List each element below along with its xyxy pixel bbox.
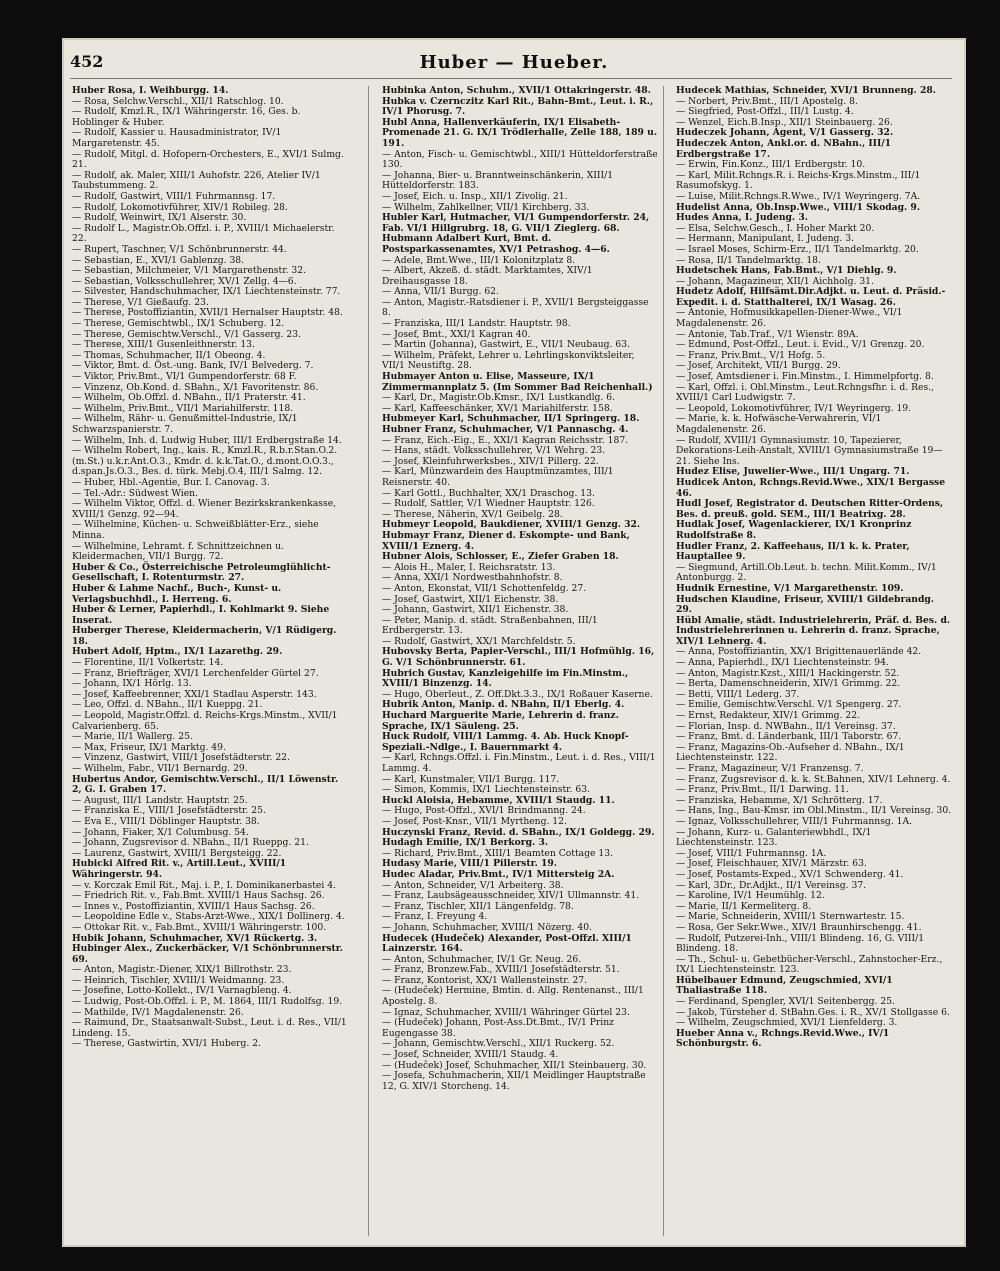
- column-3: [676, 86, 952, 1234]
- directory-entry: — Th., Schul- u. Gebetbücher-Verschl., Zahnstocher-Erz., IX/1 Liechtensteinstr. 123.: [676, 953, 943, 976]
- directory-entry: Hubertus Andor, Gemischtw.Verschl., II/1 Löwenstr. 2, G. I. Graben 17.: [72, 773, 339, 796]
- directory-entry: — (Hudeček) Josef, Schuhmacher, XII/1 Steinbauerg. 30.: [382, 1059, 647, 1071]
- directory-entry: Huckl Aloisia, Hebamme, XVIII/1 Staudg. 11.: [382, 794, 615, 806]
- directory-entry: — Karl, 3Dr., Dr.Adjkt., II/1 Vereinsg. 37.: [676, 879, 867, 891]
- directory-entry: — Karl, Kaffeeschänker, XV/1 Mariahilferstr. 158.: [382, 402, 613, 414]
- directory-entry: — (Hudeček) Hermine, Bmtin. d. Allg. Rentenanst., III/1 Apostelg. 8.: [382, 985, 644, 1008]
- directory-entry: — Therese, Gemischtwbl., IX/1 Schuberg. 12.: [72, 318, 285, 330]
- directory-entry: Hudnik Ernestine, V/1 Margarethenstr. 109.: [676, 582, 904, 594]
- directory-entry: — Wilhelm, Ob.Offzl. d. NBahn., II/1 Praterstr. 41.: [72, 392, 306, 404]
- directory-entry: — Berta, Damenschneiderin, XIV/1 Grimmg. 22.: [676, 678, 901, 690]
- directory-entry: — Karl, Dr., Magistr.Ob.Kmsr., IX/1 Lustkandlg. 6.: [382, 392, 616, 404]
- directory-entry: Hudecek Mathias, Schneider, XVI/1 Brunneng. 28.: [676, 86, 936, 96]
- directory-entry: — Innes v., Postoffiziantin, XVIII/1 Haus Sachsg. 26.: [72, 900, 315, 912]
- directory-entry: — Wenzel, Eich.B.Insp., XII/1 Steinbauerg. 26.: [676, 116, 893, 128]
- directory-entry: Hubl Anna, Hallenverkäuferin, IX/1 Elisabeth-Promenade 21. G. IX/1 Trödlerhalle, Zelle 188, 189 u. 191.: [382, 116, 658, 149]
- directory-entry: — Viktor, Priv.Bmt., VI/1 Gumpendorferstr. 68 F.: [72, 371, 297, 383]
- directory-entry: — Thomas, Schuhmacher, II/1 Obeong. 4.: [72, 349, 266, 361]
- directory-entry: — Rudolf, Gastwirt, XX/1 Marchfeldstr. 5.: [382, 635, 576, 647]
- directory-entry: Hudecek (Hudeček) Alexander, Post-Offzl. XIII/1 Lainzerstr. 164.: [382, 932, 632, 955]
- directory-entry: — Therese, Postoffiziantin, XVII/1 Hernalser Hauptstr. 48.: [72, 307, 343, 319]
- directory-entry: — Ferdinand, Spengler, XVI/1 Seitenbergg. 25.: [676, 996, 895, 1008]
- directory-entry: — Wilhelm Viktor, Offzl. d. Wiener Bezirkskrankenkasse, XVIII/1 Genzg. 92—94.: [72, 498, 337, 520]
- directory-entry: — Ottokar Rit. v., Fab.Bmt., XVIII/1 Währingerstr. 100.: [72, 921, 327, 933]
- directory-entry: — Anna, Postoffiziantin, XX/1 Brigittenauerlände 42.: [676, 646, 922, 658]
- directory-entry: — Ignaz, Schuhmacher, XVIII/1 Währinger Gürtel 23.: [382, 1006, 630, 1018]
- directory-entry: — Rosa, Selchw.Verschl., XII/1 Ratschlog. 10.: [72, 95, 284, 107]
- directory-entry: — Norbert, Priv.Bmt., III/1 Apostelg. 8.: [676, 95, 858, 107]
- directory-entry: — Heinrich, Tischler, XVIII/1 Weidmanng. 23.: [72, 974, 285, 986]
- directory-entry: Hubmeyer Karl, Schuhmacher, II/1 Springerg. 18.: [382, 413, 640, 425]
- directory-entry: Hudetz Adolf, Hilfsämt.Dir.Adjkt. u. Leut. d. Präsid.-Expedit. i. d. Statthalterei, IX/1 Wasag. 26.: [676, 286, 946, 308]
- directory-entry: — Rudolf, Sattler, V/1 Wiedner Hauptstr. 126.: [382, 498, 595, 510]
- directory-entry: Hubrich Gustav, Kanzleigehilfe im Fin.Minstm., XVIII/1 Binzenzg. 14.: [382, 667, 629, 690]
- directory-entry: — Anna, VII/1 Burgg. 62.: [382, 286, 499, 298]
- directory-entry: — Sebastian, E., XVI/1 Gablenzg. 38.: [72, 254, 245, 266]
- directory-entry: — Anton, Magistr.Kzst., XIII/1 Hackingerstr. 52.: [676, 667, 900, 679]
- directory-entry: — Josef, Eich. u. Insp., XII/1 Zivolig. 21.: [382, 190, 568, 202]
- directory-entry: — Rudolf, Gastwirt, VIII/1 Fuhrmannsg. 17.: [72, 190, 276, 202]
- directory-entry: Hubner Franz, Schuhmacher, V/1 Pannaschg. 4.: [382, 424, 629, 435]
- directory-entry: Hubinka Anton, Schuhm., XVII/1 Ottakringerstr. 48.: [382, 86, 651, 96]
- column-2: [382, 86, 658, 1234]
- directory-entry: — Elsa, Selchw.Gesch., I. Hoher Markt 20.: [676, 222, 875, 234]
- directory-entry: Hudeczek Anton, Ankl.or. d. NBahn., III/1 Erdbergstraße 17.: [676, 137, 892, 160]
- directory-entry: — Johann, Kurz- u. Galanteriewbhdl., IX/1 Liechtensteinstr. 123.: [676, 826, 872, 849]
- directory-entry: — Therese, XIII/1 Gusenleithnerstr. 13.: [72, 339, 255, 351]
- directory-entry: Hubert Adolf, Hptm., IX/1 Lazarethg. 29.: [72, 646, 283, 658]
- directory-entry: — Ignaz, Volksschullehrer, VIII/1 Fuhrmannsg. 1A.: [676, 815, 913, 827]
- directory-entry: — August, III/1 Landstr. Hauptstr. 25.: [72, 794, 248, 806]
- directory-entry: Huberger Therese, Kleidermacherin, V/1 Rüdigerg. 18.: [72, 625, 337, 647]
- directory-entry: — Josef, Fleischhauer, XIV/1 Märzstr. 63.: [676, 858, 867, 870]
- directory-entry: — Franziska, Hebamme, X/1 Schrötterg. 17.: [676, 794, 883, 806]
- directory-entry: — Leopoldine Edle v., Stabs-Arzt-Wwe., XIX/1 Dollinerg. 4.: [72, 911, 345, 923]
- directory-entry: — Jakob, Türsteher d. StBahn.Ges. i. R., XV/1 Stollgasse 6.: [676, 1006, 950, 1018]
- directory-entry: — Johann, Gemischtw.Verschl., XII/1 Ruckerg. 52.: [382, 1038, 615, 1050]
- directory-entry: — Florian, Insp. d. NWBahn., II/1 Vereinsg. 37.: [676, 720, 896, 732]
- directory-entry: Huber & Lerner, Papierhdl., I. Kohlmarkt 9. Siehe Inserat.: [72, 604, 330, 626]
- directory-entry: — Adele, Bmt.Wwe., III/1 Kolonitzplatz 8.: [382, 254, 576, 266]
- directory-entry: — Rudolf, Kassier u. Hausadministrator, IV/1 Margaretenstr. 45.: [72, 127, 282, 149]
- directory-entry: — Siegfried, Post-Offzl., III/1 Lustg. 4.: [676, 106, 854, 118]
- directory-entry: — Antonie, Hofmusikkapellen-Diener-Wwe., VI/1 Magdalenenstr. 26.: [676, 307, 903, 330]
- directory-entry: — Anton, Fisch- u. Gemischtwbl., XIII/1 Hütteldorferstraße 130.: [382, 148, 658, 171]
- directory-entry: — Josef, Amtsdiener i. Fin.Minstm., I. Himmelpfortg. 8.: [676, 371, 934, 383]
- directory-entry: — Antonie, Tab.Traf., V/1 Wienstr. 89A.: [676, 328, 859, 340]
- directory-entry: — Karl Gottl., Buchhalter, XX/1 Draschog. 13.: [382, 487, 595, 499]
- directory-entry: — Friedrich Rit. v., Fab.Bmt. XVIII/1 Haus Sachsg. 26.: [72, 890, 325, 902]
- directory-entry: — Laurenz, Gastwirt, XVIII/1 Bergsteigg. 22.: [72, 847, 282, 859]
- directory-entry: — Rudolf, Putzerei-Inh., VIII/1 Blindeng. 16, G. VIII/1 Blindeng. 18.: [676, 932, 925, 955]
- directory-entry: — Leo, Offzl. d. NBahn., II/1 Kueppg. 21.: [72, 699, 263, 711]
- directory-entry: Hudes Anna, I. Judeng. 3.: [676, 212, 808, 224]
- directory-entry: — Rudolf, ak. Maler, XIII/1 Auhofstr. 226, Atelier IV/1 Taubstummeng. 2.: [72, 169, 321, 192]
- directory-entry: — Wilhelmine, Küchen- u. Schweißblätter-Erz., siehe Minna.: [72, 519, 319, 541]
- directory-entry: Huber Rosa, I. Weihburgg. 14.: [72, 86, 229, 96]
- directory-entry: Hudschen Klaudine, Friseur, XVIII/1 Gildebrandg. 29.: [676, 593, 934, 616]
- directory-entry: Huck Rudolf, VIII/1 Lammg. 4. Ab. Huck Knopf-Speziali.-Ndlge., I. Bauernmarkt 4.: [382, 731, 629, 753]
- directory-entry: — Josefine, Lotto-Kollekt., IV/1 Varnagbleng. 4.: [72, 985, 292, 997]
- directory-entry: — Josef, Kaffeebrenner, XXI/1 Stadlau Asperstr. 143.: [72, 688, 317, 700]
- directory-entry: — Florentine, II/1 Volkertstr. 14.: [72, 657, 224, 669]
- directory-entry: — Richard, Priv.Bmt., XIII/1 Beamten Cottage 13.: [382, 847, 613, 859]
- page-number: 452: [70, 52, 104, 71]
- directory-entry: — Max, Friseur, IX/1 Marktg. 49.: [72, 741, 226, 753]
- directory-entry: — Franz, Laubsägeausschneider, XIV/1 Ullmannstr. 41.: [382, 890, 640, 902]
- directory-entry: — Peter, Manip. d. städt. Straßenbahnen, III/1 Erdbergerstr. 13.: [382, 614, 598, 637]
- directory-entry: — Josef, Architekt, VII/1 Burgg. 29.: [676, 360, 841, 372]
- directory-entry: — Huber, Hbl.-Agentie, Bur. I. Canovag. 3.: [72, 476, 270, 488]
- directory-entry: — Wilhelm, Zeugschmied, XVI/1 Lienfelderg. 3.: [676, 1017, 898, 1029]
- directory-entry: — Franz, Bronzew.Fab., XVIII/1 Josefstädterstr. 51.: [382, 964, 620, 976]
- directory-entry: — Josefa, Schuhmacherin, XII/1 Meidlinger Hauptstraße 12, G. XIV/1 Storcheng. 14.: [382, 1070, 646, 1092]
- directory-entry: — Franz, Magazins-Ob.-Aufseher d. NBahn., IX/1 Liechtensteinstr. 122.: [676, 741, 905, 764]
- directory-entry: — Marie, II/1 Kermeliterg. 8.: [676, 900, 812, 912]
- directory-entry: — v. Korczak Emil Rit., Maj. i. P., I. Dominikanerbastei 4.: [72, 879, 336, 891]
- directory-entry: — Hugo, Post-Offzl., XVI/1 Brindmanng. 24.: [382, 805, 586, 817]
- directory-entry: — Wilhelm Robert, Ing., kais. R., Kmzl.R., R.b.r.Stan.O.2.(m.St.) u.k.r.Ant.O.3., Kmdr. d. k.k.Tat.O., d.mont.O.O.3., d.span.Js.O.3., Bes. d. türk. Mebj.O.4, III/1 Salmg. 12.: [72, 445, 338, 478]
- directory-entry: — Josef, Gastwirt, XII/1 Eichenstr. 38.: [382, 593, 559, 605]
- directory-entry: — Anton, Magistr.-Diener, XIX/1 Billrothstr. 23.: [72, 964, 292, 976]
- directory-entry: Hudec Aladar, Priv.Bmt., IV/1 Mittersteig 2A.: [382, 868, 615, 880]
- header-rule: [70, 78, 952, 79]
- directory-entry: Hudler Franz, 2. Kaffeehaus, II/1 k. k. Prater, Hauptallee 9.: [676, 540, 910, 563]
- directory-entry: — Hans, städt. Volksschullehrer, V/1 Wehrg. 23.: [382, 445, 606, 457]
- directory-entry: — Franziska, III/1 Landstr. Hauptstr. 98.: [382, 318, 571, 330]
- directory-entry: — Erwin, Fin.Konz., III/1 Erdbergstr. 10.: [676, 159, 866, 171]
- directory-entry: — Ludwig, Post-Ob.Offzl. i. P., M. 1864, III/1 Rudolfsg. 19.: [72, 996, 343, 1008]
- directory-entry: — Marie, II/1 Wallerg. 25.: [72, 731, 193, 743]
- directory-entry: — Sebastian, Milchmeier, V/1 Margarethenstr. 32.: [72, 265, 307, 277]
- directory-entry: — Hugo, Oberleut., Z. Off.Dkt.3.3., IX/1 Roßauer Kaserne.: [382, 688, 653, 700]
- directory-entry: — Franz, Bmt. d. Länderbank, III/1 Taborstr. 67.: [676, 731, 902, 743]
- directory-entry: — Johann, Zugsrevisor d. NBahn., II/1 Rueppg. 21.: [72, 837, 309, 849]
- directory-entry: Hübl Amalie, städt. Industrielehrerin, Präf. d. Bes. d. Industrielehrerinnen u. Lehrerin d. franz. Sprache, XIV/1 Lehnerg. 4.: [676, 614, 951, 647]
- directory-entry: — Leopold, Magistr.Offzl. d. Reichs-Krgs.Minstm., XVII/1 Calvarienberg. 65.: [72, 710, 338, 732]
- directory-entry: — Anton, Schuhmacher, IV/1 Gr. Neug. 26.: [382, 953, 582, 965]
- directory-entry: — Franz, Priv.Bmt., V/1 Hofg. 5.: [676, 349, 826, 361]
- directory-entry: — Mathilde, IV/1 Magdalenenstr. 26.: [72, 1006, 244, 1018]
- directory-entry: — Vinzenz, Ob.Kond. d. SBahn., X/1 Favoritenstr. 86.: [72, 381, 319, 393]
- directory-entry: — Wilhelm, Fabr., VII/1 Bernardg. 29.: [72, 763, 248, 774]
- directory-entry: — Rudolf, Mitgl. d. Hofopern-Orchesters, E., XVI/1 Sulmg. 21.: [72, 148, 344, 171]
- directory-entry: — Josef, Kleinfuhrwerksbes., XIV/1 Pillerg. 22.: [382, 455, 599, 467]
- directory-entry: Hudicek Anton, Rchngs.Revid.Wwe., XIX/1 Bergasse 46.: [676, 476, 946, 499]
- directory-entry: — Rudolf, Kmzl.R., IX/1 Währingerstr. 16, Ges. b. Hoblinger & Huber.: [72, 106, 301, 128]
- directory-entry: Huczynski Franz, Revid. d. SBahn., IX/1 Goldegg. 29.: [382, 826, 655, 838]
- directory-entry: — Josef, VIII/1 Fuhrmannsg. 1A.: [676, 847, 827, 859]
- directory-entry: — Rudolf, Lokomotivführer, XIV/1 Robileg. 28.: [72, 201, 288, 213]
- directory-entry: — Franz, Briefträger, XVI/1 Lerchenfelder Gürtel 27.: [72, 667, 319, 679]
- directory-entry: — Rudolf, XVIII/1 Gymnasiumstr. 10, Tapezierer, Dekorations-Leih-Anstalt, XVIII/1 Gymnasiumstraße 19—21. Siehe Ins.: [676, 434, 943, 467]
- directory-entry: — Johann, Magazineur, XII/1 Aichholg. 31.: [676, 275, 874, 287]
- directory-entry: Hubik Johann, Schuhmacher, XV/1 Rückertg. 3.: [72, 932, 318, 944]
- directory-entry: — Siegmund, Artill.Ob.Leut. b. techn. Milit.Komm., IV/1 Antonburgg. 2.: [676, 561, 937, 584]
- directory-entry: Hudelist Anna, Ob.Insp.Wwe., VIII/1 Skodag. 9.: [676, 201, 921, 213]
- directory-entry: — Johanna, Bier- u. Branntweinschänkerin, XIII/1 Hütteldorferstr. 183.: [382, 169, 614, 192]
- directory-entry: — Wilhelm, Priv.Bmt., VII/1 Mariahilferstr. 118.: [72, 402, 294, 414]
- directory-entry: — Betti, VIII/1 Lederg. 37.: [676, 688, 800, 700]
- directory-entry: — Alois H., Maler, I. Reichsratstr. 13.: [382, 561, 556, 573]
- directory-entry: — Franz, I. Freyung 4.: [382, 911, 488, 923]
- directory-entry: — Wilhelm, Zahlkellner, VII/1 Kirchberg. 33.: [382, 201, 590, 213]
- directory-entry: — Karl, Rchngs.Offzl. i. Fin.Minstm., Leut. i. d. Res., VIII/1 Lammg. 4.: [382, 752, 656, 774]
- directory-entry: Hubmann Adalbert Kurt, Bmt. d. Postsparkassenamtes, XV/1 Petrashog. 4—6.: [382, 233, 610, 255]
- directory-entry: — Franziska E., VIII/1 Josefstädterstr. 25.: [72, 805, 266, 817]
- directory-entry: — Karl, Kunstmaler, VII/1 Burgg. 117.: [382, 773, 560, 785]
- directory-entry: — Franz, Eich.-Eig., E., XXI/1 Kagran Reichsstr. 187.: [382, 434, 629, 446]
- directory-entry: — Anna, Papierhdl., IX/1 Liechtensteinstr. 94.: [676, 657, 889, 669]
- directory-entry: — Anton, Ekonstat, VII/1 Schottenfeldg. 27.: [382, 582, 587, 594]
- directory-entry: — Hermann, Manipulant, I. Judeng. 3.: [676, 233, 855, 245]
- directory-entry: — Raimund, Dr., Staatsanwalt-Subst., Leut. i. d. Res., VII/1 Lindeng. 15.: [72, 1017, 347, 1039]
- directory-entry: — Franz, Kontorist, XX/1 Wallensteinstr. 27.: [382, 974, 588, 986]
- directory-entry: — Tel.-Adr.: Südwest Wien.: [72, 487, 198, 499]
- directory-entry: — Marie, Schneiderin, XVIII/1 Sternwartestr. 15.: [676, 911, 905, 923]
- directory-entry: Hübelbauer Edmund, Zeugschmied, XVI/1 Thaliastraße 118.: [676, 974, 893, 997]
- directory-entry: — Martin (Johanna), Gastwirt, E., VII/1 Neubaug. 63.: [382, 339, 630, 351]
- directory-entry: — Silvester, Handschuhmacher, IX/1 Liechtensteinstr. 77.: [72, 286, 341, 298]
- directory-entry: — Luise, Milit.Rchngs.R.Wwe., IV/1 Weyringerg. 7A.: [676, 190, 921, 202]
- directory-entry: — Marie, k. k. Hofwäsche-Verwahrerin, VI/1 Magdalenenstr. 26.: [676, 413, 882, 435]
- directory-entry: — Josef, Bmt., XXI/1 Kagran 40.: [382, 328, 531, 340]
- directory-entry: Hudez Elise, Juwelier-Wwe., III/1 Ungarg. 71.: [676, 466, 910, 478]
- directory-entry: — Leopold, Lokomotivführer, IV/1 Weyringerg. 19.: [676, 402, 912, 414]
- running-head: Huber — Hueber.: [419, 52, 609, 73]
- directory-entry: Hubovsky Berta, Papier-Verschl., III/1 Hofmühlg. 16, G. V/1 Schönbrunnerstr. 61.: [382, 646, 655, 669]
- directory-entry: — Anton, Schneider, V/1 Arbeiterg. 38.: [382, 879, 564, 891]
- directory-entry: — Franz, Zugsrevisor d. k. k. St.Bahnen, XIV/1 Lehnerg. 4.: [676, 773, 951, 785]
- directory-entry: — Edmund, Post-Offzl., Leut. i. Evid., V/1 Grenzg. 20.: [676, 339, 925, 351]
- directory-entry: — Wilhelm, Präfekt, Lehrer u. Lehrlingskonviktsleiter, VII/1 Neustiftg. 28.: [382, 349, 635, 372]
- directory-entry: Hubmeyr Leopold, Baukdiener, XVIII/1 Genzg. 32.: [382, 519, 641, 531]
- directory-entry: — Josef, Postamts-Exped., XV/1 Schwenderg. 41.: [676, 868, 904, 880]
- directory-entry: Huber & Lahme Nachf., Buch-, Kunst- u. Verlagsbuchhdl., I. Herreng. 6.: [72, 582, 282, 605]
- directory-entry: — Karoline, IV/1 Heumühlg. 12.: [676, 890, 825, 902]
- directory-entry: — Sebastian, Volksschullehrer, XV/1 Zellg. 4—6.: [72, 275, 297, 287]
- directory-entry: — Therese, V/1 Gießaufg. 23.: [72, 296, 209, 308]
- directory-entry: Hudagh Emilie, IX/1 Berkorg. 3.: [382, 837, 549, 849]
- directory-entry: — Therese, Näherin, XV/1 Geibelg. 28.: [382, 508, 563, 520]
- directory-entry: — Emilie, Gemischtw.Verschl. V/1 Spengerg. 27.: [676, 699, 902, 711]
- directory-entry: — Karl, Milit.Rchngs.R. i. Reichs-Krgs.Minstm., III/1 Rasumofskyg. 1.: [676, 169, 921, 192]
- directory-entry: — Franz, Tischler, XII/1 Längenfeldg. 78.: [382, 900, 574, 912]
- directory-entry: — Rudolf, Weinwirt, IX/1 Alserstr. 30.: [72, 212, 247, 224]
- directory-entry: — Ernst, Redakteur, XIV/1 Grimmg. 22.: [676, 710, 861, 722]
- directory-entry: — Anton, Magistr.-Ratsdiener i. P., XVII/1 Bergsteiggasse 8.: [382, 296, 649, 319]
- directory-entry: Hudl Josef, Registrator d. Deutschen Ritter-Ordens, Bes. d. preuß. gold. SEM., III/1 Beatrixg. 28.: [676, 498, 944, 520]
- directory-entry: — Hans, Ing., Bau-Kmsr. im Obl.Minstm., II/1 Vereinsg. 30.: [676, 805, 952, 817]
- directory-entry: — Johann, IX/1 Hörlg. 13.: [72, 678, 192, 690]
- directory-entry: Huchard Marguerite Marie, Lehrerin d. franz. Sprache, IX/1 Säuleng. 25.: [382, 710, 619, 732]
- directory-entry: Hubrik Anton, Manip. d. NBahn, II/1 Eberlg. 4.: [382, 699, 625, 711]
- directory-entry: Hubinger Alex., Zuckerbäcker, V/1 Schönbrunnerstr. 69.: [72, 943, 343, 965]
- directory-entry: Hubmayer Anton u. Elise, Masseure, IX/1 Zimmermannplatz 5. (Im Sommer Bad Reichenhall.): [382, 371, 653, 393]
- directory-entry: Huber & Co., Österreichische Petroleumglühlicht-Gesellschaft, I. Rotenturmstr. 27.: [72, 561, 331, 584]
- directory-entry: — Rupert, Taschner, V/1 Schönbrunnerstr. 44.: [72, 243, 287, 255]
- directory-entry: — Albert, Akzeß. d. städt. Marktamtes, XIV/1 Dreihausgasse 18.: [382, 265, 593, 287]
- directory-entry: — Josef, Post-Knsr., VII/1 Myrtheng. 12.: [382, 815, 567, 827]
- directory-entry: — Anna, XXI/1 Nordwestbahnhofstr. 8.: [382, 572, 563, 584]
- directory-entry: Hudeczek Johann, Agent, V/1 Gasserg. 32.: [676, 127, 894, 139]
- directory-entry: — Vinzenz, Gastwirt, VIII/1 Josefstädterstr. 22.: [72, 752, 290, 764]
- directory-entry: Hueber Anna v., Rchngs.Revid.Wwe., IV/1 Schönburgstr. 6.: [676, 1027, 890, 1050]
- directory-entry: — Karl, Offzl. i. Obl.Minstm., Leut.Rchngsfhr. i. d. Res., XVIII/1 Carl Ludwigstr. 7.: [676, 381, 935, 404]
- directory-entry: — Karl, Münzwardein des Hauptmünzamtes, III/1 Reisnerstr. 40.: [382, 466, 614, 488]
- directory-entry: — Rosa, II/1 Tandelmarktg. 18.: [676, 254, 821, 266]
- directory-entry: — Rosa, Ger Sekr.Wwe., XIV/1 Braunhirschengg. 41.: [676, 921, 922, 933]
- directory-entry: — Josef, Schneider, XVIII/1 Staudg. 4.: [382, 1049, 559, 1061]
- directory-entry: Hubka v. Czernczitz Karl Rit., Bahn-Bmt., Leut. i. R., IV/1 Phorusg. 7.: [382, 95, 654, 118]
- directory-entry: Hubicki Alfred Rit. v., Artill.Leut., XVIII/1 Währingerstr. 94.: [72, 858, 287, 880]
- directory-entry: Hudasy Marie, VIII/1 Pillerstr. 19.: [382, 858, 557, 870]
- directory-entry: — Therese, Gastwirtin, XVI/1 Huberg. 2.: [72, 1038, 262, 1050]
- directory-entry: — Wilhelm, Rähr- u. Genußmittel-Industrie, IX/1 Schwarzspanierstr. 7.: [72, 413, 298, 435]
- directory-entry: — Viktor, Bmt. d. Öst.-ung. Bank, IV/1 Belvederg. 7.: [72, 360, 314, 372]
- column-divider: [368, 86, 369, 1236]
- directory-entry: Hubler Karl, Hutmacher, VI/1 Gumpendorferstr. 24, Fab. VI/1 Hillgrubrg. 18, G. VII/1 Zieglerg. 68.: [382, 212, 650, 234]
- directory-entry: — Johann, Gastwirt, XII/1 Eichenstr. 38.: [382, 604, 569, 616]
- directory-entry: — Therese, Gemischtw.Verschl., V/1 Gasserg. 23.: [72, 328, 302, 340]
- directory-entry: Hudetschek Hans, Fab.Bmt., V/1 Diehlg. 9.: [676, 265, 897, 277]
- directory-entry: Hudlak Josef, Wagenlackierer, IX/1 Kronprinz Rudolfstraße 8.: [676, 519, 912, 541]
- directory-entry: — Franz, Magazineur, V/1 Franzensg. 7.: [676, 763, 864, 774]
- directory-entry: — (Hudeček) Johann, Post-Ass.Dt.Bmt., IV/1 Prinz Eugengasse 38.: [382, 1017, 615, 1039]
- directory-entry: — Johann, Fiaker, X/1 Columbusg. 54.: [72, 826, 249, 838]
- column-divider: [663, 86, 664, 1236]
- column-1: [72, 86, 348, 1234]
- directory-page: [64, 40, 964, 1245]
- directory-entry: — Johann, Schuhmacher, XVIII/1 Nözerg. 40.: [382, 921, 592, 933]
- directory-entry: Hubmayr Franz, Diener d. Eskompte- und Bank, XVIII/1 Eznerg. 4.: [382, 529, 630, 552]
- directory-entry: — Wilhelmine, Lehramt. f. Schnittzeichnen u. Kleidermachen, VII/1 Burgg. 72.: [72, 540, 284, 563]
- directory-entry: — Eva E., VIII/1 Döblinger Hauptstr. 38.: [72, 815, 260, 827]
- directory-entry: — Israel Moses, Schirm-Erz., II/1 Tandelmarktg. 20.: [676, 243, 919, 255]
- directory-entry: — Simon, Kommis, IX/1 Liechtensteinstr. 63.: [382, 784, 590, 796]
- directory-entry: — Rudolf L., Magistr.Ob.Offzl. i. P., XVIII/1 Michaelerstr. 22.: [72, 222, 335, 245]
- directory-entry: Hubner Alois, Schlosser, E., Ziefer Graben 18.: [382, 551, 619, 563]
- directory-entry: — Wilhelm, Inh. d. Ludwig Huber, III/1 Erdbergstraße 14.: [72, 434, 342, 446]
- directory-entry: — Franz, Priv.Bmt., II/1 Darwing. 11.: [676, 784, 849, 796]
